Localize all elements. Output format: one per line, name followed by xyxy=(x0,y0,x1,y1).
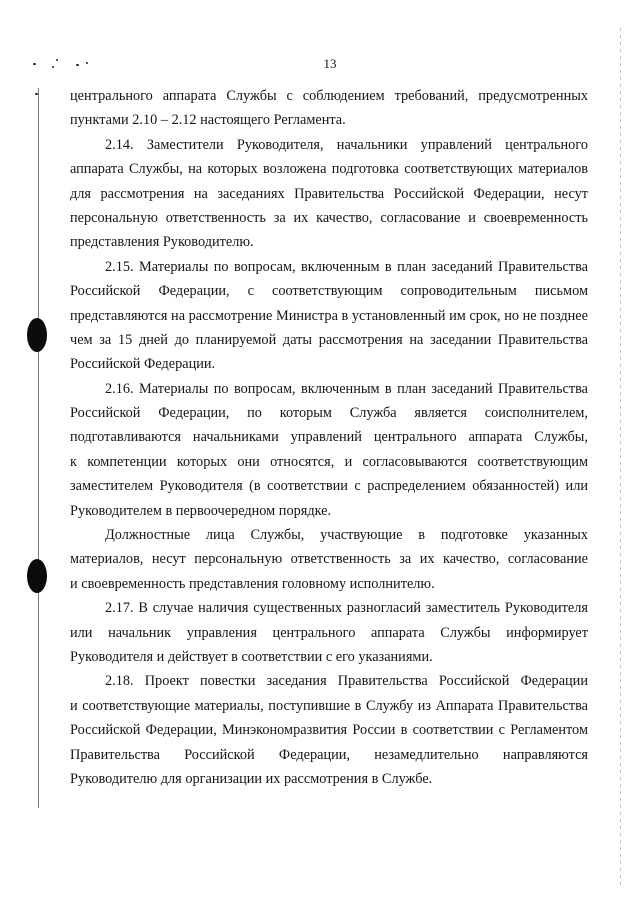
text-line: представления Руководителю. xyxy=(70,234,254,251)
text-line: Российской Федерации, Минэкономразвития России в соответствии с Регламентом xyxy=(70,722,588,739)
text-line: пунктами 2.10 – 2.12 настоящего Регламента. xyxy=(70,112,346,129)
text-line: и своевременность представления головному исполнителю. xyxy=(70,575,435,592)
text-line: Российской Федерации, по которым Служба является соисполнителем, xyxy=(70,405,588,422)
text-line: Российской Федерации. xyxy=(70,356,216,373)
document-body xyxy=(70,84,588,791)
scan-edge-line xyxy=(620,28,621,888)
punch-hole xyxy=(27,318,47,352)
text-line: или начальник управления центрального аппарата Службы информирует xyxy=(70,624,588,641)
text-line: и соответствующие материалы, поступившие в Службу из Аппарата Правительства xyxy=(70,697,588,714)
text-line: Руководителем в первоочередном порядке. xyxy=(70,502,332,519)
text-line: Должностные лица Службы, участвующие в подготовке указанных xyxy=(105,527,588,544)
binding-edge-line xyxy=(38,88,39,808)
text-line: 2.18. Проект повестки заседания Правительства Российской Федерации xyxy=(105,673,588,690)
punch-hole xyxy=(27,559,47,593)
text-line: заместителем Руководителя (в соответствии с распределением обязанностей) или xyxy=(70,478,588,495)
text-line: персональную ответственность за их качество, согласование и своевременность xyxy=(70,209,588,226)
text-line: Руководителя и действует в соответствии с его указаниями. xyxy=(70,648,433,665)
text-line: 2.16. Материалы по вопросам, включенным в план заседаний Правительства xyxy=(105,380,588,397)
text-line: подготавливаются начальниками управлений центрального аппарата Службы, xyxy=(70,429,588,446)
text-line: центрального аппарата Службы с соблюдением требований, предусмотренных xyxy=(70,88,588,104)
text-line: чем за 15 дней до планируемой даты рассмотрения на заседании Правительства xyxy=(70,331,588,348)
text-line: 2.14. Заместители Руководителя, начальники управлений центрального xyxy=(105,136,588,153)
text-line: для рассмотрения на заседаниях Правительства Российской Федерации, несут xyxy=(70,185,588,202)
text-line: материалов, несут персональную ответственность за их качество, согласование xyxy=(70,551,588,568)
text-line: Правительства Российской Федерации, незамедлительно направляются xyxy=(70,746,588,763)
page-number: 13 xyxy=(323,56,337,71)
text-line: 2.15. Материалы по вопросам, включенным в план заседаний Правительства xyxy=(105,258,588,275)
text-line: 2.17. В случае наличия существенных разногласий заместитель Руководителя xyxy=(105,600,588,617)
text-line: Российской Федерации, с соответствующим сопроводительным письмом xyxy=(70,283,588,300)
text-line: аппарата Службы, на которых возложена подготовка соответствующих материалов xyxy=(70,161,588,178)
text-line: к компетенции которых они относятся, и согласовываются соответствующим xyxy=(70,453,588,470)
text-line: представляются на рассмотрение Министра в установленный им срок, но не позднее xyxy=(70,307,588,324)
text-line: Руководителю для организации их рассмотрения в Службе. xyxy=(70,770,433,787)
